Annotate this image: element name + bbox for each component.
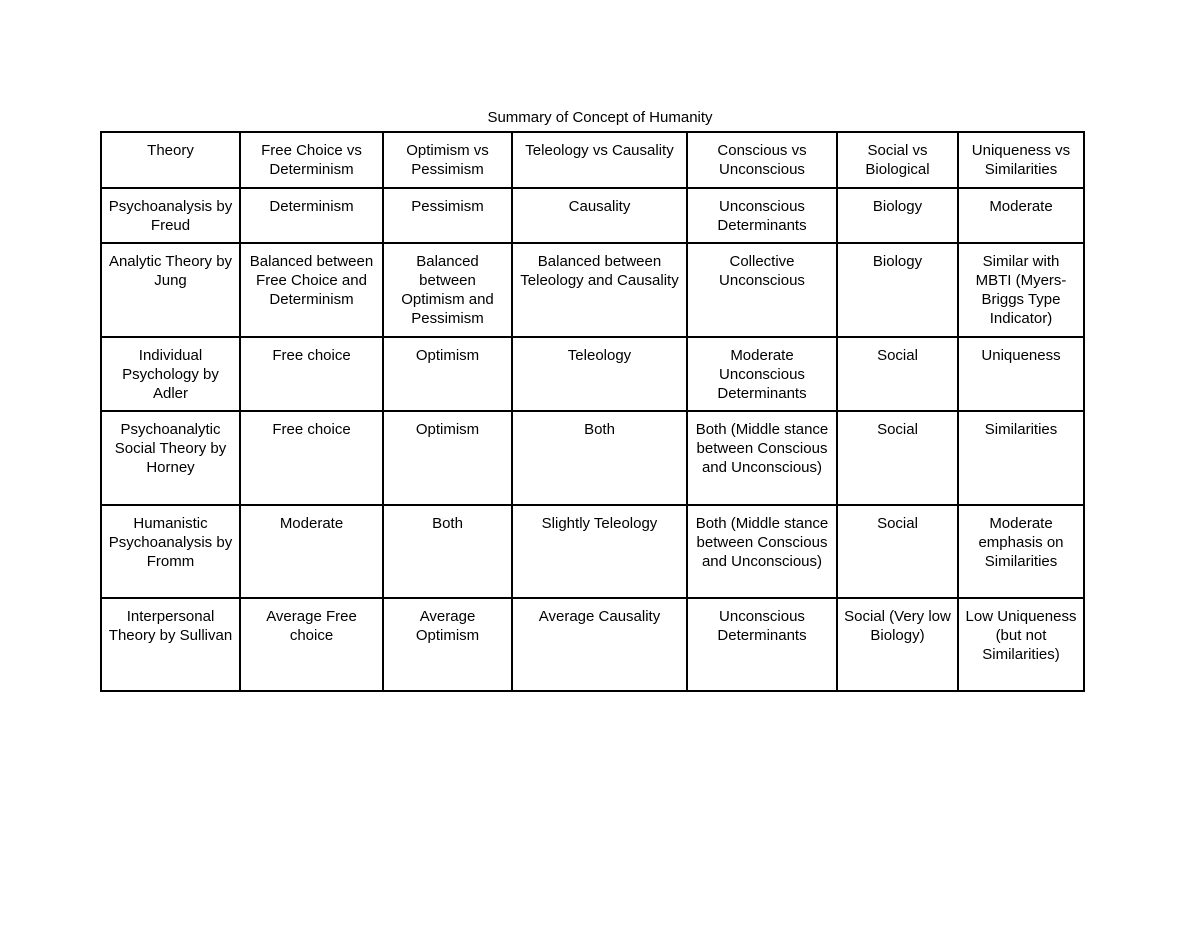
table-cell: Social: [837, 411, 958, 505]
table-row: [101, 243, 1084, 337]
table-cell: Biology: [837, 243, 958, 337]
table-cell: Average Optimism: [383, 598, 512, 691]
table-cell: Optimism: [383, 337, 512, 411]
table-cell: Causality: [512, 188, 687, 243]
table-row: [101, 411, 1084, 505]
table-cell: Individual Psychology by Adler: [101, 337, 240, 411]
table-cell: Both: [512, 411, 687, 505]
table-cell: Free choice: [240, 337, 383, 411]
table-cell: Teleology: [512, 337, 687, 411]
header-cell-uniqueness-vs-similarities: Uniqueness vs Similarities: [958, 132, 1084, 188]
table-cell: Both: [383, 505, 512, 598]
table-cell: Average Free choice: [240, 598, 383, 691]
page-title: Summary of Concept of Humanity: [487, 109, 713, 126]
table-cell: Average Causality: [512, 598, 687, 691]
summary-table: [100, 131, 1085, 692]
table-cell: Social: [837, 505, 958, 598]
header-cell-conscious-vs-unconscious: Conscious vs Unconscious: [687, 132, 837, 188]
table-cell: Moderate: [240, 505, 383, 598]
table-cell: Moderate Unconscious Determinants: [687, 337, 837, 411]
table-cell: Moderate emphasis on Similarities: [958, 505, 1084, 598]
table-row: [101, 598, 1084, 691]
table-cell: Psychoanalytic Social Theory by Horney: [101, 411, 240, 505]
table-cell: Similarities: [958, 411, 1084, 505]
table-cell: Both (Middle stance between Conscious and Unconscious): [687, 411, 837, 505]
table-cell: Both (Middle stance between Conscious and Unconscious): [687, 505, 837, 598]
table-cell: Interpersonal Theory by Sullivan: [101, 598, 240, 691]
header-cell-optimism-vs-pessimism: Optimism vs Pessimism: [383, 132, 512, 188]
header-cell-theory: Theory: [101, 132, 240, 188]
table-header-row: [101, 132, 1084, 188]
table-cell: Collective Unconscious: [687, 243, 837, 337]
table-row: [101, 337, 1084, 411]
table-cell: Pessimism: [383, 188, 512, 243]
table-cell: Social: [837, 337, 958, 411]
table-cell: Low Uniqueness (but not Similarities): [958, 598, 1084, 691]
table-row: [101, 188, 1084, 243]
table-cell: Balanced between Free Choice and Determinism: [240, 243, 383, 337]
header-cell-teleology-vs-causality: Teleology vs Causality: [512, 132, 687, 188]
header-cell-free-choice-vs-determinism: Free Choice vs Determinism: [240, 132, 383, 188]
table-cell: Balanced between Optimism and Pessimism: [383, 243, 512, 337]
table-cell: Humanistic Psychoanalysis by Fromm: [101, 505, 240, 598]
table-cell: Optimism: [383, 411, 512, 505]
header-cell-social-vs-biological: Social vs Biological: [837, 132, 958, 188]
table-cell: Similar with MBTI (Myers-Briggs Type Indicator): [958, 243, 1084, 337]
table-cell: Social (Very low Biology): [837, 598, 958, 691]
table-cell: Biology: [837, 188, 958, 243]
table-cell: Moderate: [958, 188, 1084, 243]
table-cell: Unconscious Determinants: [687, 188, 837, 243]
table-cell: Free choice: [240, 411, 383, 505]
table-cell: Unconscious Determinants: [687, 598, 837, 691]
table-cell: Balanced between Teleology and Causality: [512, 243, 687, 337]
table-cell: Uniqueness: [958, 337, 1084, 411]
table-cell: Determinism: [240, 188, 383, 243]
table-row: [101, 505, 1084, 598]
table-cell: Psychoanalysis by Freud: [101, 188, 240, 243]
table-cell: Analytic Theory by Jung: [101, 243, 240, 337]
table-cell: Slightly Teleology: [512, 505, 687, 598]
